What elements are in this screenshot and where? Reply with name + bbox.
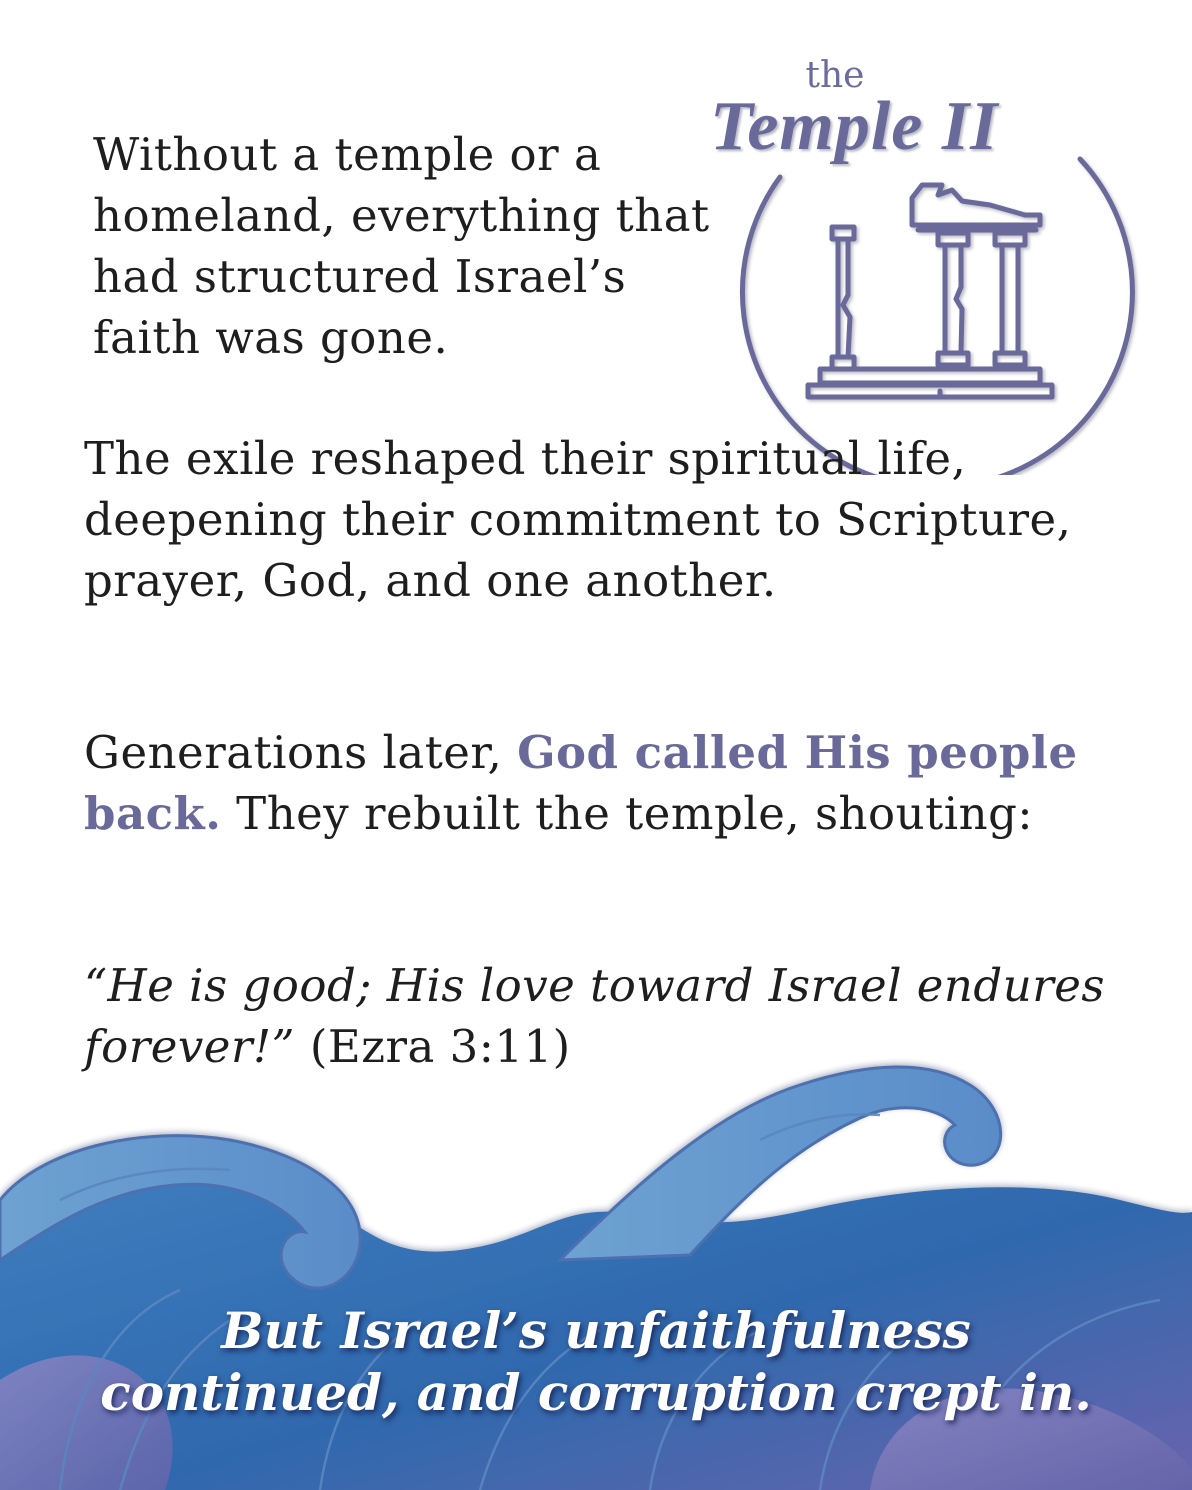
footer-line-2: continued, and corruption crept in. — [100, 1363, 1092, 1422]
footer-line-1: But Israel’s unfaithfulness — [221, 1301, 971, 1360]
logo-the-label: the — [805, 55, 865, 96]
paragraph-temple-gone: Without a temple or a homeland, everything that had structured Israel’s faith was gone. — [93, 128, 710, 364]
paragraph-exile-reshaped: The exile reshaped their spiritual life, deepening their commitment to Scripture, prayer, God, and one another. — [84, 432, 1072, 607]
paragraph-text-start: Generations later, — [84, 726, 518, 779]
scripture-reference: (Ezra 3:11) — [295, 1020, 571, 1073]
paragraph-text-end: They rebuilt the temple, shouting: — [221, 787, 1034, 840]
logo-title: Temple II — [710, 88, 999, 165]
footer-statement — [0, 1300, 1192, 1424]
ezra-quote: “He is good; His love toward Israel endures forever!” — [84, 959, 1105, 1073]
highlight-god-called: God called His people back. — [84, 726, 1078, 840]
